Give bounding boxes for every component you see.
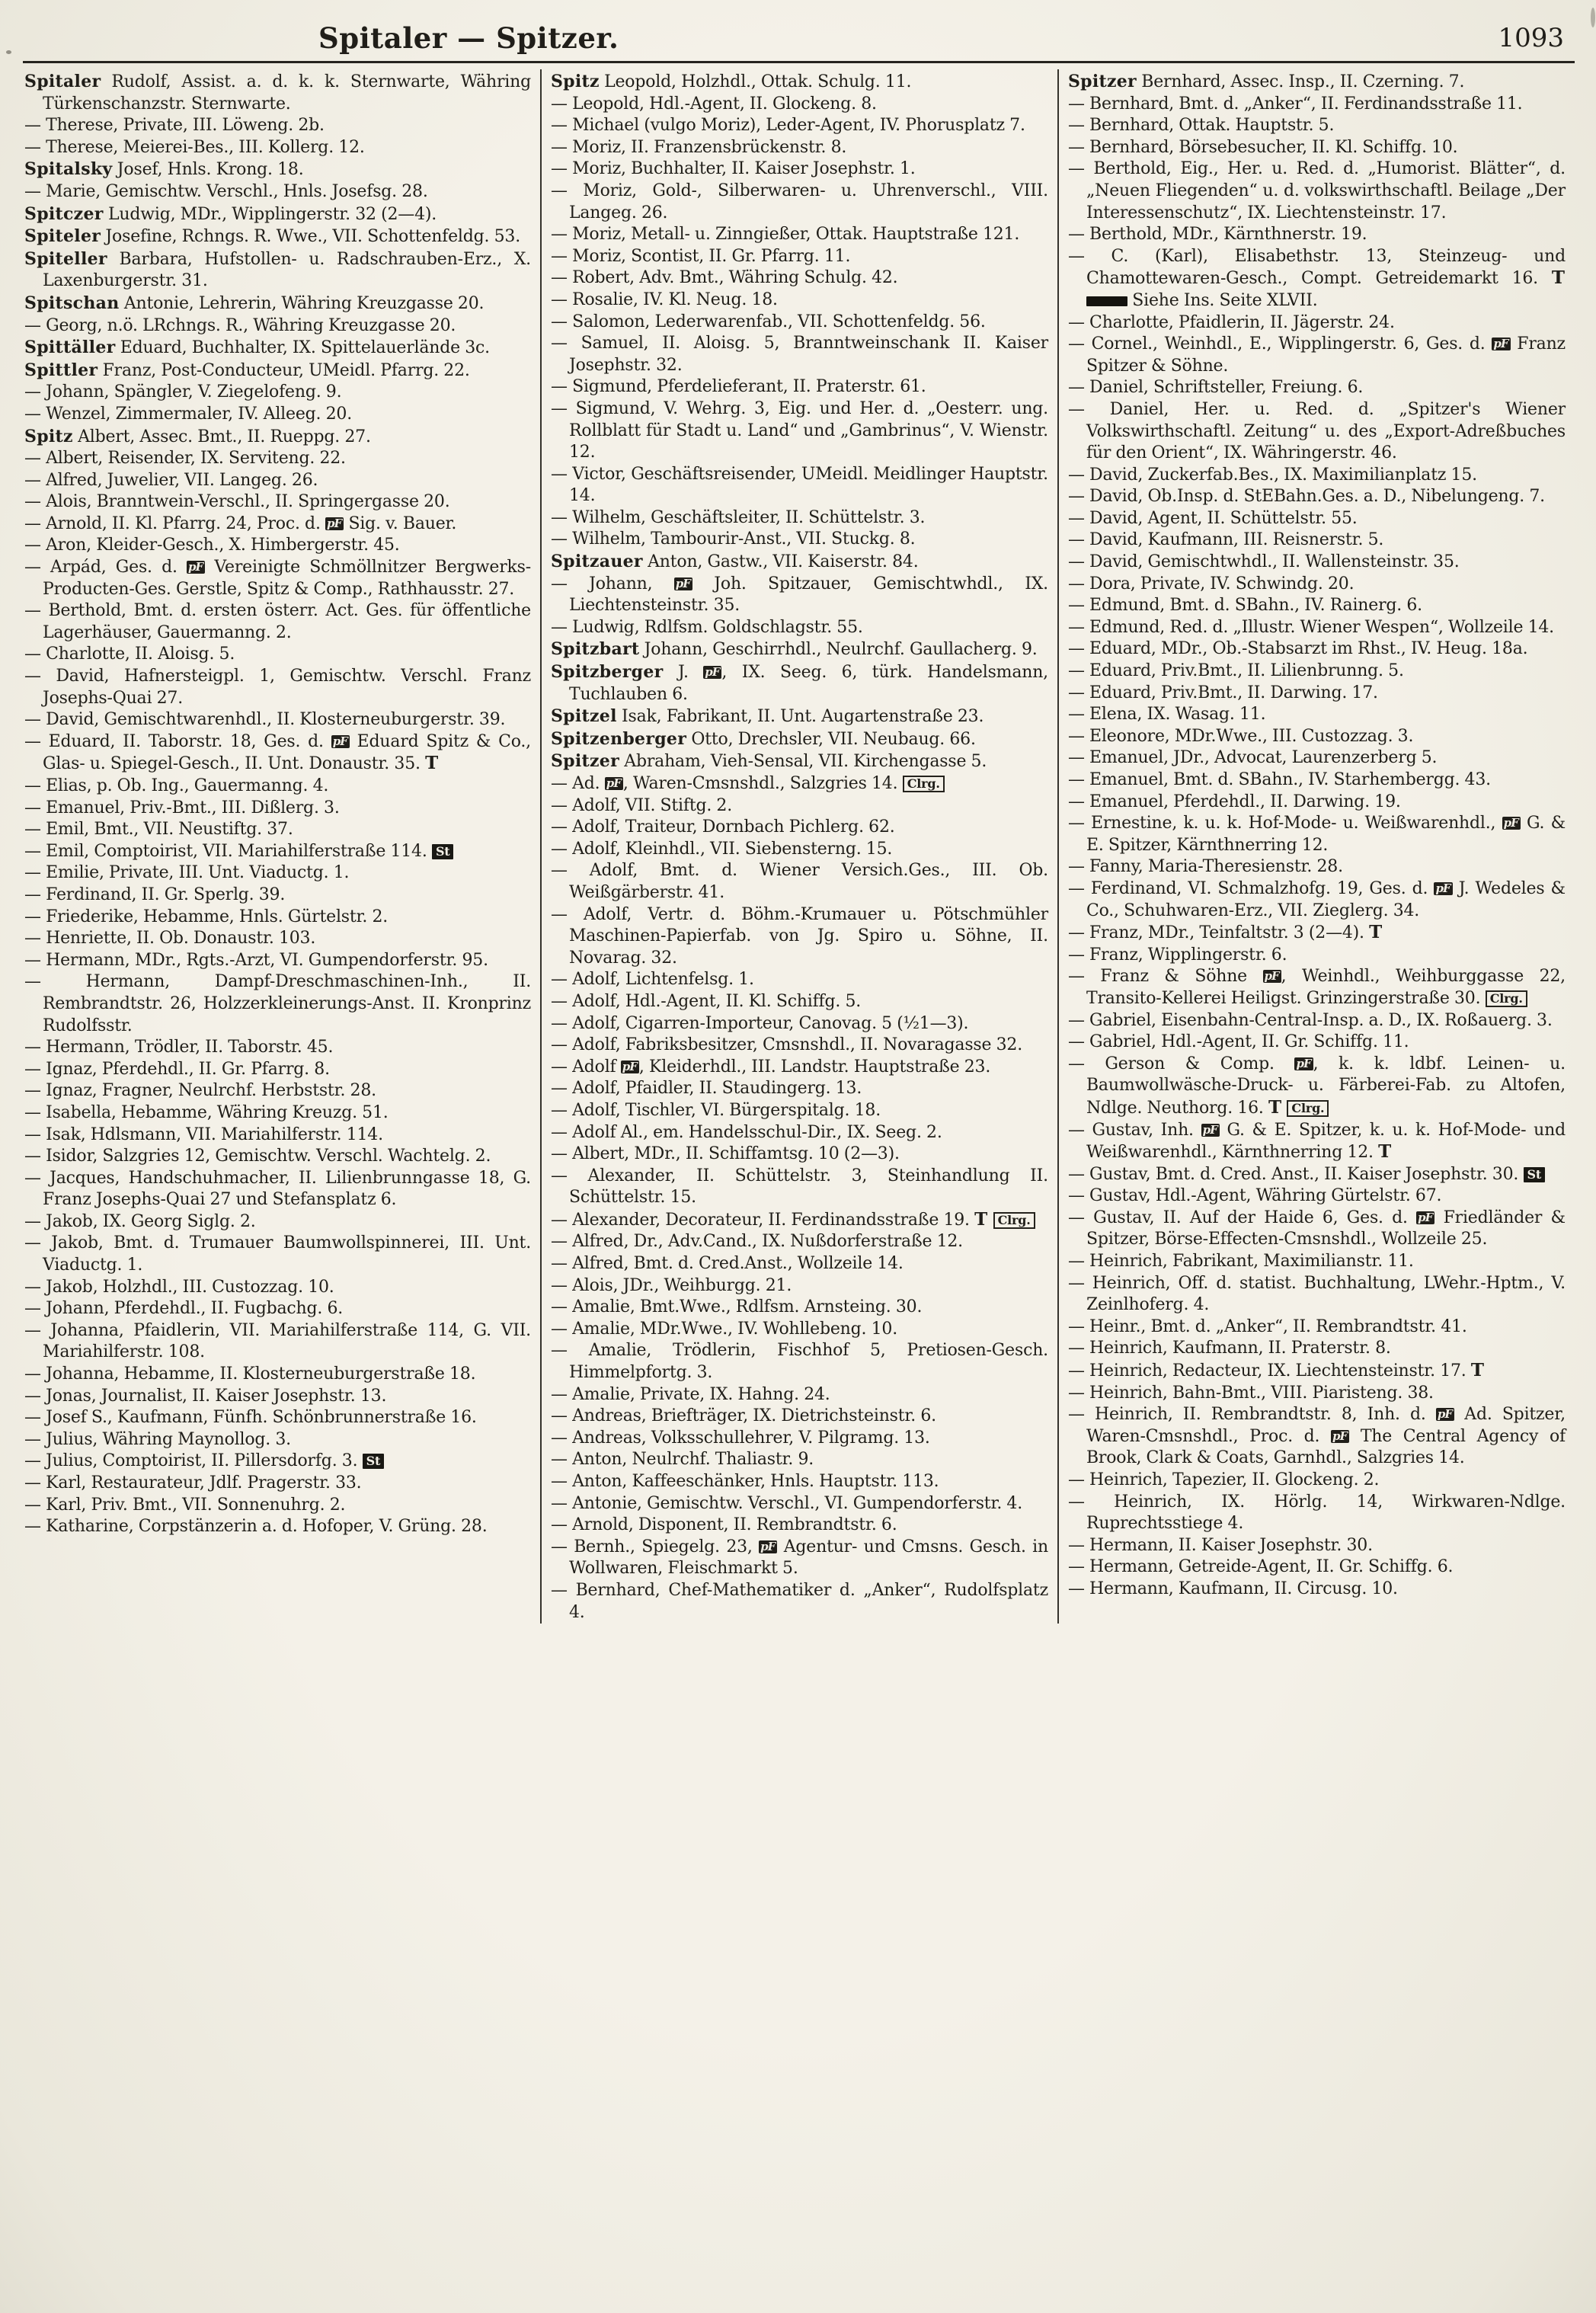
directory-entry: — Heinrich, Off. d. statist. Buchhaltung, LWehr.-Hptm., V. Zeinlhoferg. 4. (1067, 1273, 1566, 1315)
directory-entry: — Alfred, Bmt. d. Cred.Anst., Wollzeile 14. (550, 1254, 904, 1274)
directory-entry: — Gustav, Inh. pF G. & E. Spitzer, k. u. k. Hof-Mode- und Weißwarenhdl., Kärnthnerring 12. T (1067, 1120, 1566, 1163)
surname-lead: Spitzenberger (550, 728, 687, 749)
directory-entry: — Jonas, Journalist, II. Kaiser Josephstr. 13. (24, 1386, 387, 1406)
directory-entry: — Alexander, II. Schüttelstr. 3, Steinhandlung II. Schüttelstr. 15. (550, 1166, 1048, 1208)
directory-entry: — Bernhard, Börsebesucher, II. Kl. Schiffg. 10. (1067, 137, 1458, 157)
directory-entry: Spitschan Antonie, Lehrerin, Währing Kreuzgasse 20. (24, 293, 485, 313)
directory-entry: — C. (Karl), Elisabethstr. 13, Steinzeug- und Chamottewaren-Gesch., Compt. Getreidemarkt 16. T Siehe Ins. Seite XLVII. (1067, 246, 1566, 310)
directory-entry: — Franz, Wipplingerstr. 6. (1067, 945, 1287, 965)
directory-entry: Spittäller Eduard, Buchhalter, IX. Spittelauerlände 3c. (24, 338, 490, 358)
directory-entry: — Jacques, Handschuhmacher, II. Lilienbrunngasse 18, G. Franz Josephs-Quai 27 und Stefansplatz 6. (24, 1168, 531, 1210)
registered-firm-icon: pF (325, 517, 344, 530)
directory-entry: — Wilhelm, Geschäftsleiter, II. Schüttelstr. 3. (550, 507, 926, 527)
stamp-badge: St (363, 1454, 385, 1469)
directory-column-3 (1057, 69, 1575, 1624)
surname-lead: Spitz (24, 426, 73, 446)
directory-entry: — Alfred, Juwelier, VII. Langeg. 26. (24, 470, 318, 490)
directory-entry: — Charlotte, II. Aloisg. 5. (24, 645, 235, 664)
directory-entry: — Hermann, Getreide-Agent, II. Gr. Schiffg. 6. (1067, 1557, 1454, 1577)
directory-entry: — Heinrich, Kaufmann, II. Praterstr. 8. (1067, 1339, 1391, 1358)
directory-entry: — David, Ob.Insp. d. StEBahn.Ges. a. D., Nibelungeng. 7. (1067, 487, 1545, 507)
directory-entry: — David, Hafnersteigpl. 1, Gemischtw. Verschl. Franz Josephs-Quai 27. (24, 667, 531, 708)
directory-entry: — David, Zuckerfab.Bes., IX. Maximilianplatz 15. (1067, 465, 1477, 485)
directory-entry: — David, Kaufmann, III. Reisnerstr. 5. (1067, 530, 1384, 550)
directory-entry: Spitzbart Johann, Geschirrhdl., Neulrchf. Gaullacherg. 9. (550, 639, 1038, 660)
directory-entry: — Berthold, Eig., Her. u. Red. d. „Humorist. Blätter“, d. „Neuen Fliegenden“ u. d. volkswirthschaftl. Beilage „Der Interessenschutz“, IX. Liechtensteinstr. 17. (1067, 159, 1566, 222)
directory-entry: — Heinrich, Tapezier, II. Glockeng. 2. (1067, 1470, 1380, 1489)
directory-entry: — Friederike, Hebamme, Hnls. Gürtelstr. 2. (24, 907, 389, 926)
registered-firm-icon: pF (1434, 882, 1452, 895)
directory-entry: — Adolf, Bmt. d. Wiener Versich.Ges., III. Ob. Weißgärberstr. 41. (550, 861, 1048, 902)
directory-entry: — Berthold, Bmt. d. ersten österr. Act. Ges. für öffentliche Lagerhäuser, Gauermanng. 2. (24, 601, 531, 642)
directory-entry: — Dora, Private, IV. Schwindg. 20. (1067, 574, 1355, 593)
directory-entry: — Gustav, Hdl.-Agent, Währing Gürtelstr. 67. (1067, 1186, 1442, 1206)
directory-columns (23, 69, 1575, 1624)
surname-lead: Spitczer (24, 203, 104, 224)
directory-entry: — Therese, Private, III. Löweng. 2b. (24, 116, 325, 136)
directory-entry: Spitaler Rudolf, Assist. a. d. k. k. Sternwarte, Währing Türkenschanzstr. Sternwarte. (24, 72, 531, 114)
scan-artifact (6, 50, 11, 54)
directory-entry: — Sigmund, Pferdelieferant, II. Praterstr. 61. (550, 377, 926, 397)
directory-entry: — Arnold, II. Kl. Pfarrg. 24, Proc. d. pF Sig. v. Bauer. (24, 513, 457, 533)
directory-entry: — Henriette, II. Ob. Donaustr. 103. (24, 929, 316, 949)
directory-entry: — Salomon, Lederwarenfab., VII. Schottenfeldg. 56. (550, 312, 986, 331)
directory-entry: — David, Gemischtwarenhdl., II. Klosterneuburgerstr. 39. (24, 710, 506, 730)
directory-entry: Spitzauer Anton, Gastw., VII. Kaiserstr. 84. (550, 552, 919, 572)
directory-column-1 (23, 69, 540, 1624)
directory-entry: Spitz Albert, Assec. Bmt., II. Rueppg. 27. (24, 426, 371, 446)
directory-entry: — Gerson & Comp. pF , k. k. ldbf. Leinen- u. Baumwollwäsche-Druck- u. Färberei-Fab. zu Altofen, Ndlge. Neuthorg. 16. T Clrg. (1067, 1054, 1566, 1118)
directory-entry: — Adolf pF , Kleiderhdl., III. Landstr. Hauptstraße 23. (550, 1057, 991, 1077)
directory-entry: — Adolf, Pfaidler, II. Staudingerg. 13. (550, 1079, 862, 1099)
directory-entry: Spitzberger J. pF , IX. Seeg. 6, türk. Handelsmann, Tuchlauben 6. (550, 662, 1048, 704)
telephone-mark: T (1268, 1096, 1283, 1118)
directory-entry: — Josef S., Kaufmann, Fünfh. Schönbrunnerstraße 16. (24, 1408, 477, 1428)
registered-firm-icon: pF (1416, 1211, 1434, 1224)
directory-entry: — Heinrich, IX. Hörlg. 14, Wirkwaren-Ndlge. Ruprechtsstiege 4. (1067, 1492, 1566, 1534)
page-header (23, 20, 1575, 58)
directory-entry: Spitzel Isak, Fabrikant, II. Unt. Augartenstraße 23. (550, 706, 984, 727)
directory-entry: Spittler Franz, Post-Conducteur, UMeidl. Pfarrg. 22. (24, 360, 470, 380)
page-title: Spitaler — Spitzer. (318, 21, 619, 55)
directory-entry: — Alois, Branntwein-Verschl., II. Springergasse 20. (24, 492, 450, 512)
telephone-mark: T (1369, 922, 1383, 943)
directory-entry: Spitczer Ludwig, MDr., Wipplingerstr. 32 (2—4). (24, 203, 437, 224)
stamp-badge: St (1524, 1167, 1546, 1182)
directory-entry: — Julius, Comptoirist, II. Pillersdorfg. 3. St (24, 1451, 531, 1473)
registered-firm-icon: pF (621, 1061, 639, 1073)
inserate-mark-icon (1086, 296, 1127, 306)
directory-entry: Spitzenberger Otto, Drechsler, VII. Neubaug. 66. (550, 728, 976, 749)
directory-entry: — Cornel., Weinhdl., E., Wipplingerstr. 6, Ges. d. pF Franz Spitzer & Söhne. (1067, 334, 1566, 376)
directory-entry: — Wenzel, Zimmermaler, IV. Alleeg. 20. (24, 404, 353, 424)
directory-entry: — Amalie, Bmt.Wwe., Rdlfsm. Arnsteing. 30. (550, 1297, 923, 1317)
directory-entry: — Michael (vulgo Moriz), Leder-Agent, IV. Phorusplatz 7. (550, 116, 1025, 136)
directory-entry: — Wilhelm, Tambourir-Anst., VII. Stuckg. 8. (550, 529, 916, 549)
registered-firm-icon: pF (605, 777, 623, 790)
directory-entry: — David, Agent, II. Schüttelstr. 55. (1067, 508, 1358, 528)
directory-entry: — Gustav, II. Auf der Haide 6, Ges. d. pF Friedländer & Spitzer, Börse-Effecten-Cmsnshdl., Wollzeile 25. (1067, 1208, 1566, 1249)
directory-entry: — Moriz, Scontist, II. Gr. Pfarrg. 11. (550, 246, 851, 266)
directory-entry: — Eduard, MDr., Ob.-Stabsarzt im Rhst., IV. Heug. 18a. (1067, 639, 1528, 659)
surname-lead: Spitzberger (550, 662, 664, 683)
directory-entry: — Eduard, Priv.Bmt., II. Lilienbrunng. 5. (1067, 661, 1404, 681)
directory-entry: — Heinrich, Fabrikant, Maximilianstr. 11. (1067, 1252, 1414, 1272)
directory-entry: — Gustav, Bmt. d. Cred. Anst., II. Kaiser Josephstr. 30. St (1068, 1164, 1566, 1186)
directory-entry: — Rosalie, IV. Kl. Neug. 18. (550, 290, 778, 309)
registered-firm-icon: pF (1492, 338, 1510, 350)
directory-entry: — Emil, Comptoirist, VII. Mariahilferstraße 114. St (24, 841, 531, 863)
directory-entry: — Alfred, Dr., Adv.Cand., IX. Nußdorferstraße 12. (550, 1232, 963, 1252)
surname-lead: Spiteler (24, 226, 101, 247)
directory-entry: — Bernhard, Chef-Mathematiker d. „Anker“, Rudolfsplatz 4. (550, 1580, 1048, 1622)
directory-entry: — Amalie, MDr.Wwe., IV. Wohllebeng. 10. (550, 1319, 897, 1339)
directory-entry: — Berthold, MDr., Kärnthnerstr. 19. (1067, 225, 1367, 245)
directory-entry: — Johann, Pferdehdl., II. Fugbachg. 6. (24, 1299, 344, 1319)
telephone-mark: T (425, 753, 440, 774)
directory-entry: — Edmund, Bmt. d. SBahn., IV. Rainerg. 6. (1067, 596, 1422, 616)
directory-entry: — Jakob, Bmt. d. Trumauer Baumwollspinnerei, III. Unt. Viaductg. 1. (24, 1233, 531, 1275)
directory-entry: — Karl, Priv. Bmt., VII. Sonnenuhrg. 2. (24, 1495, 346, 1515)
directory-entry: — Sigmund, V. Wehrg. 3, Eig. und Her. d. „Oesterr. ung. Rollblatt für Stadt u. Land“ und „Gambrinus“, V. Wienstr. 12. (550, 398, 1048, 462)
directory-entry: — Elias, p. Ob. Ing., Gauermanng. 4. (24, 776, 329, 795)
directory-entry: — Moriz, Buchhalter, II. Kaiser Josephstr. 1. (550, 159, 916, 179)
directory-entry: — Ferdinand, VI. Schmalzhofg. 19, Ges. d. pF J. Wedeles & Co., Schuhwaren-Erz., VII. Zieglerg. 34. (1067, 878, 1566, 920)
directory-entry: — Robert, Adv. Bmt., Währing Schulg. 42. (550, 268, 898, 288)
directory-entry: — Therese, Meierei-Bes., III. Kollerg. 12. (24, 137, 365, 157)
directory-entry: — Antonie, Gemischtw. Verschl., VI. Gumpendorferstr. 4. (550, 1493, 1023, 1513)
directory-entry: — Albert, MDr., II. Schiffamtsg. 10 (2—3). (550, 1144, 900, 1164)
directory-entry: — Victor, Geschäftsreisender, UMeidl. Meidlinger Hauptstr. 14. (550, 464, 1048, 506)
registered-firm-icon: pF (759, 1540, 777, 1553)
directory-entry: Spitzer Abraham, Vieh-Sensal, VII. Kirchengasse 5. (550, 751, 987, 772)
surname-lead: Spitzer (550, 751, 619, 772)
directory-entry: — Heinr., Bmt. d. „Anker“, II. Rembrandtstr. 41. (1067, 1316, 1467, 1336)
surname-lead: Spittler (24, 360, 98, 380)
directory-entry: — Ignaz, Fragner, Neulrchf. Herbststr. 28. (24, 1081, 376, 1101)
directory-entry: — Ernestine, k. u. k. Hof-Mode- u. Weißwarenhdl., pF G. & E. Spitzer, Kärnthnerring 12. (1067, 814, 1566, 855)
clearing-badge: Clrg. (903, 776, 945, 792)
directory-entry: — Heinrich, Bahn-Bmt., VIII. Piaristeng. 38. (1067, 1383, 1434, 1403)
directory-entry: — Katharine, Corpstänzerin a. d. Hofoper, V. Grüng. 28. (24, 1517, 488, 1537)
directory-entry: — Amalie, Private, IX. Hahng. 24. (550, 1384, 830, 1404)
directory-entry: — Eleonore, MDr.Wwe., III. Custozzag. 3. (1067, 726, 1414, 746)
directory-entry: Spitzer Bernhard, Assec. Insp., II. Czerning. 7. (1067, 72, 1465, 91)
directory-entry: — Bernhard, Bmt. d. „Anker“, II. Ferdinandsstraße 11. (1067, 94, 1523, 114)
directory-entry: — Ferdinand, II. Gr. Sperlg. 39. (24, 885, 286, 904)
directory-entry: — Leopold, Hdl.-Agent, II. Glockeng. 8. (550, 94, 877, 114)
directory-entry: — Johanna, Hebamme, II. Klosterneuburgerstraße 18. (24, 1364, 476, 1384)
directory-entry: — Heinrich, II. Rembrandtstr. 8, Inh. d. pF Ad. Spitzer, Waren-Cmsnshdl., Proc. d. pF The Central Agency of Brook, Clark & Coats, Garnhdl., Salzgries 14. (1067, 1405, 1566, 1468)
directory-entry: — Emanuel, JDr., Advocat, Laurenzerberg 5. (1067, 748, 1438, 768)
registered-firm-icon: pF (1331, 1430, 1349, 1443)
directory-entry: — Albert, Reisender, IX. Serviteng. 22. (24, 449, 346, 469)
directory-entry: — Adolf, Kleinhdl., VII. Siebensterng. 15. (550, 839, 893, 859)
directory-entry: Spiteller Barbara, Hufstollen- u. Radschrauben-Erz., X. Laxenburgerstr. 31. (24, 248, 531, 291)
directory-entry: — Amalie, Trödlerin, Fischhof 5, Pretiosen-Gesch. Himmelpfortg. 3. (550, 1341, 1048, 1383)
directory-entry: — Moriz, Metall- u. Zinngießer, Ottak. Hauptstraße 121. (550, 225, 1020, 245)
surname-lead: Spitzbart (550, 639, 640, 660)
registered-firm-icon: pF (674, 577, 692, 590)
directory-entry: — Gabriel, Eisenbahn-Central-Insp. a. D., IX. Roßauerg. 3. (1067, 1010, 1553, 1030)
directory-entry: — Hermann, MDr., Rgts.-Arzt, VI. Gumpendorferstr. 95. (24, 950, 488, 970)
surname-lead: Spitalsky (24, 159, 113, 180)
surname-lead: Spitzauer (550, 552, 643, 572)
directory-entry: — Julius, Währing Maynollog. 3. (24, 1429, 291, 1449)
directory-entry: — Andreas, Briefträger, IX. Dietrichsteinstr. 6. (550, 1406, 936, 1426)
directory-entry: — Johann, Spängler, V. Ziegelofeng. 9. (24, 382, 342, 402)
telephone-mark: T (1378, 1141, 1393, 1163)
directory-entry: — Adolf, Cigarren-Importeur, Canovag. 5 (½1—3). (550, 1013, 969, 1033)
directory-entry: — Marie, Gemischtw. Verschl., Hnls. Josefsg. 28. (24, 181, 428, 201)
directory-entry: — Hermann, Dampf-Dreschmaschinen-Inh., II. Rembrandtstr. 26, Holzzerkleinerungs-Anst. II. Kronprinz Rudolfsstr. (24, 972, 531, 1035)
directory-entry: — Moriz, Gold-, Silberwaren- u. Uhrenverschl., VIII. Langeg. 26. (550, 181, 1048, 222)
directory-entry: — Edmund, Red. d. „Illustr. Wiener Wespen“, Wollzeile 14. (1067, 617, 1554, 637)
directory-entry: — Ad. pF , Waren-Cmsnshdl., Salzgries 14. Clrg. (551, 773, 1048, 795)
registered-firm-icon: pF (1201, 1124, 1220, 1137)
telephone-mark: T (974, 1208, 989, 1230)
directory-entry: — Franz, MDr., Teinfaltstr. 3 (2—4). T (1067, 922, 1383, 943)
directory-entry: — Alexander, Decorateur, II. Ferdinandsstraße 19. T Clrg. (551, 1209, 1048, 1232)
directory-entry: — Ignaz, Pferdehdl., II. Gr. Pfarrg. 8. (24, 1059, 330, 1079)
surname-lead: Spitaler (24, 72, 101, 91)
directory-entry: — Hermann, Trödler, II. Taborstr. 45. (24, 1038, 334, 1057)
surname-lead: Spitz (550, 72, 600, 91)
directory-entry: — Hermann, Kaufmann, II. Circusg. 10. (1067, 1579, 1398, 1598)
directory-entry: — Gabriel, Hdl.-Agent, II. Gr. Schiffg. 11. (1067, 1032, 1409, 1052)
registered-firm-icon: pF (1294, 1057, 1313, 1070)
directory-entry: — Bernh., Spiegelg. 23, pF Agentur- und Cmsns. Gesch. in Wollwaren, Fleischmarkt 5. (550, 1537, 1048, 1579)
directory-entry: — Hermann, II. Kaiser Josephstr. 30. (1067, 1535, 1373, 1555)
directory-entry: — Elena, IX. Wasag. 11. (1067, 705, 1266, 725)
directory-entry: — Moriz, II. Franzensbrückenstr. 8. (550, 137, 847, 157)
surname-lead: Spitzel (550, 706, 617, 727)
scan-artifact (1591, 8, 1595, 27)
directory-entry: — Adolf, Traiteur, Dornbach Pichlerg. 62. (550, 817, 895, 837)
clearing-badge: Clrg. (993, 1212, 1035, 1229)
registered-firm-icon: pF (1263, 970, 1281, 983)
directory-entry: — Charlotte, Pfaidlerin, II. Jägerstr. 24. (1067, 312, 1395, 332)
directory-entry: — Isidor, Salzgries 12, Gemischtw. Verschl. Wachtelg. 2. (24, 1147, 491, 1166)
directory-entry: — Fanny, Maria-Theresienstr. 28. (1067, 857, 1343, 877)
page-number: 1093 (1498, 23, 1564, 53)
surname-lead: Spiteller (24, 248, 107, 269)
directory-entry: — Franz & Söhne pF , Weinhdl., Weihburggasse 22, Transito-Kellerei Heiligst. Grinzingerstraße 30. Clrg. (1067, 967, 1566, 1008)
directory-entry: — Emanuel, Pferdehdl., II. Darwing. 19. (1067, 792, 1401, 811)
clearing-badge: Clrg. (1486, 990, 1527, 1007)
directory-entry: — Eduard, II. Taborstr. 18, Ges. d. pF Eduard Spitz & Co., Glas- u. Spiegel-Gesch., II. Unt. Donaustr. 35. T (24, 731, 531, 774)
directory-entry: Spitalsky Josef, Hnls. Krong. 18. (24, 159, 304, 180)
directory-entry: — Isabella, Hebamme, Währing Kreuzg. 51. (24, 1102, 389, 1122)
directory-entry: — Adolf Al., em. Handelsschul-Dir., IX. Seeg. 2. (550, 1122, 942, 1142)
directory-entry: — Isak, Hdlsmann, VII. Mariahilferstr. 114. (24, 1125, 383, 1144)
registered-firm-icon: pF (1436, 1408, 1454, 1421)
directory-entry: — Eduard, Priv.Bmt., II. Darwing. 17. (1067, 683, 1378, 702)
header-rule (23, 61, 1575, 63)
directory-entry: — Arpád, Ges. d. pF Vereinigte Schmöllnitzer Bergwerks-Producten-Ges. Gerstle, Spitz & Comp., Rathhausstr. 27. (24, 558, 531, 599)
directory-entry: — Georg, n.ö. LRchngs. R., Währing Kreuzgasse 20. (24, 315, 456, 335)
directory-entry: — Heinrich, Redacteur, IX. Liechtensteinstr. 17. T (1067, 1360, 1486, 1381)
directory-entry: — Emil, Bmt., VII. Neustiftg. 37. (24, 820, 293, 840)
directory-entry: — Aron, Kleider-Gesch., X. Himbergerstr. 45. (24, 536, 400, 555)
directory-entry: — Samuel, II. Aloisg. 5, Branntweinschank II. Kaiser Josephstr. 32. (550, 334, 1048, 375)
telephone-mark: T (1470, 1360, 1486, 1381)
directory-entry: — Ludwig, Rdlfsm. Goldschlagstr. 55. (550, 617, 863, 637)
clearing-badge: Clrg. (1287, 1100, 1329, 1117)
registered-firm-icon: pF (331, 735, 350, 748)
directory-entry: — Emanuel, Bmt. d. SBahn., IV. Starhembergg. 43. (1067, 770, 1491, 789)
registered-firm-icon: pF (1502, 817, 1521, 830)
directory-entry: — Adolf, VII. Stiftg. 2. (550, 795, 733, 815)
registered-firm-icon: pF (703, 666, 721, 679)
directory-entry: — Adolf, Fabriksbesitzer, Cmsnshdl., II. Novaragasse 32. (550, 1035, 1023, 1055)
directory-entry: — Emilie, Private, III. Unt. Viaductg. 1. (24, 863, 350, 883)
directory-entry: — Jakob, IX. Georg Siglg. 2. (24, 1211, 256, 1231)
directory-entry: — Adolf, Lichtenfelsg. 1. (550, 970, 754, 990)
directory-entry: — Daniel, Schriftsteller, Freiung. 6. (1067, 378, 1364, 398)
directory-entry: — Johann, pF Joh. Spitzauer, Gemischtwhdl., IX. Liechtensteinstr. 35. (550, 574, 1048, 616)
directory-entry: — Emanuel, Priv.-Bmt., III. Dißlerg. 3. (24, 798, 340, 817)
directory-entry: — Karl, Restaurateur, Jdlf. Pragerstr. 33. (24, 1473, 362, 1492)
directory-entry: — David, Gemischtwhdl., II. Wallensteinstr. 35. (1067, 552, 1460, 572)
directory-entry: — Anton, Kaffeeschänker, Hnls. Hauptstr. 113. (550, 1472, 939, 1491)
directory-entry: — Adolf, Hdl.-Agent, II. Kl. Schiffg. 5. (550, 991, 862, 1011)
directory-entry: — Adolf, Vertr. d. Böhm.-Krumauer u. Pötschmühler Maschinen-Papierfab. von Jg. Spiro u. Söhne, II. Novarag. 32. (550, 904, 1048, 968)
surname-lead: Spitschan (24, 293, 120, 313)
directory-entry: — Johanna, Pfaidlerin, VII. Mariahilferstraße 114, G. VII. Mariahilferstr. 108. (24, 1320, 531, 1362)
directory-entry: — Arnold, Disponent, II. Rembrandtstr. 6. (550, 1515, 897, 1535)
stamp-badge: St (432, 844, 454, 859)
directory-entry: — Jakob, Holzhdl., III. Custozzag. 10. (24, 1277, 334, 1297)
directory-entry: Spitz Leopold, Holzhdl., Ottak. Schulg. 11. (550, 72, 912, 91)
directory-entry: — Alois, JDr., Weihburgg. 21. (550, 1275, 792, 1295)
surname-lead: Spittäller (24, 338, 116, 358)
directory-column-2 (540, 69, 1057, 1624)
registered-firm-icon: pF (187, 561, 205, 574)
directory-entry: — Anton, Neulrchf. Thaliastr. 9. (550, 1450, 814, 1470)
surname-lead: Spitzer (1067, 72, 1137, 91)
directory-entry: — Daniel, Her. u. Red. d. „Spitzer's Wiener Volkswirthschaftl. Zeitung“ u. des „Export-Adreßbuches für den Orient“, IX. Währingerstr. 46. (1067, 399, 1566, 463)
directory-entry: Spiteler Josefine, Rchngs. R. Wwe., VII. Schottenfeldg. 53. (24, 226, 521, 247)
directory-entry: — Bernhard, Ottak. Hauptstr. 5. (1067, 116, 1335, 136)
directory-entry: — Andreas, Volksschullehrer, V. Pilgramg. 13. (550, 1428, 930, 1448)
directory-entry: — Adolf, Tischler, VI. Bürgerspitalg. 18. (550, 1100, 881, 1120)
telephone-mark: T (1551, 267, 1566, 289)
